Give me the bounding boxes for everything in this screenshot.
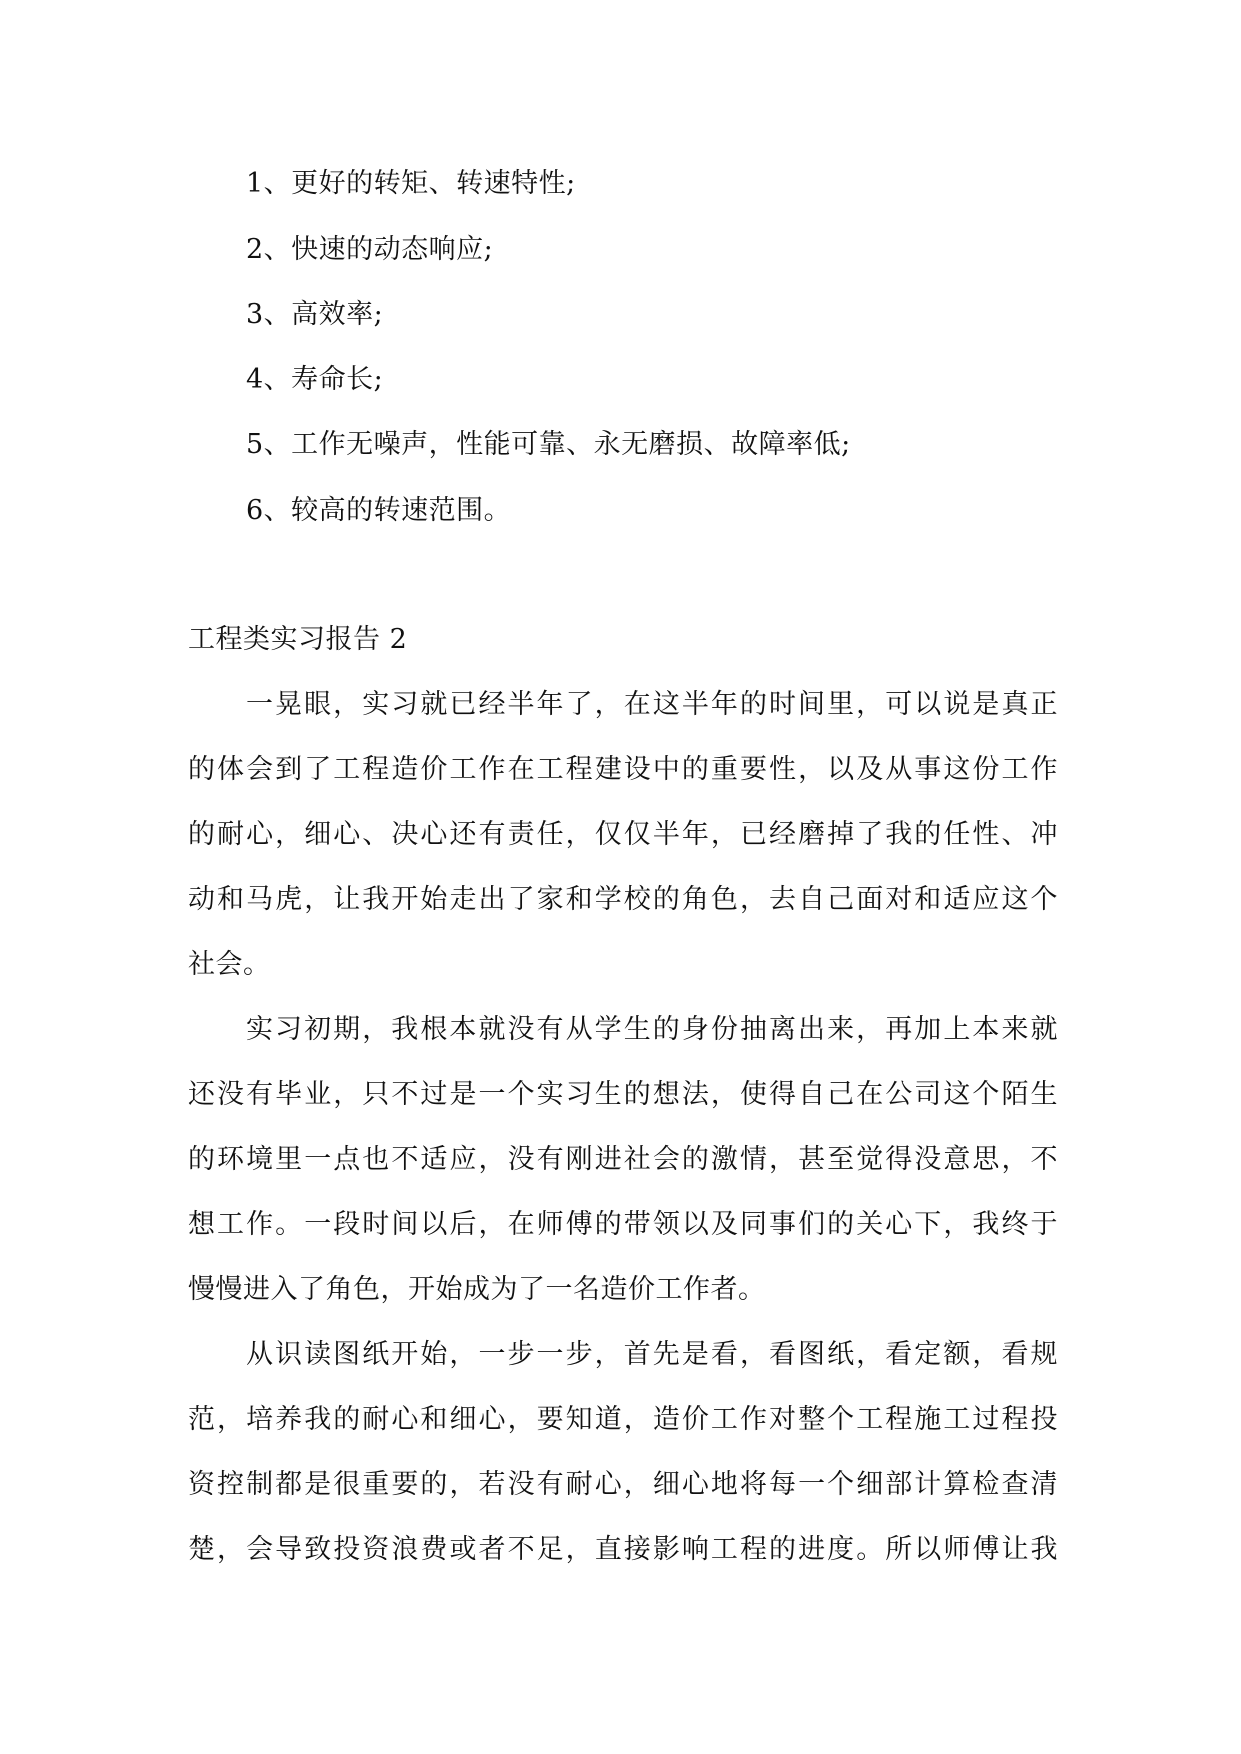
section-heading: 工程类实习报告 2 [188,624,408,655]
list-item: 4、寿命长; [246,364,384,395]
paragraph-line: 动和马虎，让我开始走出了家和学校的角色，去自己面对和适应这个 [188,884,1058,915]
paragraph-line: 慢慢进入了角色，开始成为了一名造价工作者。 [188,1274,766,1305]
paragraph-line: 楚，会导致投资浪费或者不足，直接影响工程的进度。所以师傅让我 [188,1534,1058,1565]
paragraph-line: 实习初期，我根本就没有从学生的身份抽离出来，再加上本来就 [246,1014,1058,1045]
paragraph-line: 的耐心，细心、决心还有责任，仅仅半年，已经磨掉了我的任性、冲 [188,819,1058,850]
list-item: 1、更好的转矩、转速特性; [246,168,576,199]
list-item: 2、快速的动态响应; [246,234,494,265]
paragraph-line: 范，培养我的耐心和细心，要知道，造价工作对整个工程施工过程投 [188,1404,1058,1435]
paragraph-line: 一晃眼，实习就已经半年了，在这半年的时间里，可以说是真正 [246,689,1058,720]
paragraph-line: 想工作。一段时间以后，在师傅的带领以及同事们的关心下，我终于 [188,1209,1058,1240]
list-item: 5、工作无噪声，性能可靠、永无磨损、故障率低; [246,429,851,460]
list-item: 6、较高的转速范围。 [246,495,512,526]
paragraph-line: 资控制都是很重要的，若没有耐心，细心地将每一个细部计算检查清 [188,1469,1058,1500]
paragraph-line: 的体会到了工程造价工作在工程建设中的重要性，以及从事这份工作 [188,754,1058,785]
paragraph-line: 从识读图纸开始，一步一步，首先是看，看图纸，看定额，看规 [246,1339,1058,1370]
paragraph-line: 的环境里一点也不适应，没有刚进社会的激情，甚至觉得没意思，不 [188,1144,1058,1175]
paragraph-line: 社会。 [188,949,271,980]
paragraph-line: 还没有毕业，只不过是一个实习生的想法，使得自己在公司这个陌生 [188,1079,1058,1110]
list-item: 3、高效率; [246,299,384,330]
